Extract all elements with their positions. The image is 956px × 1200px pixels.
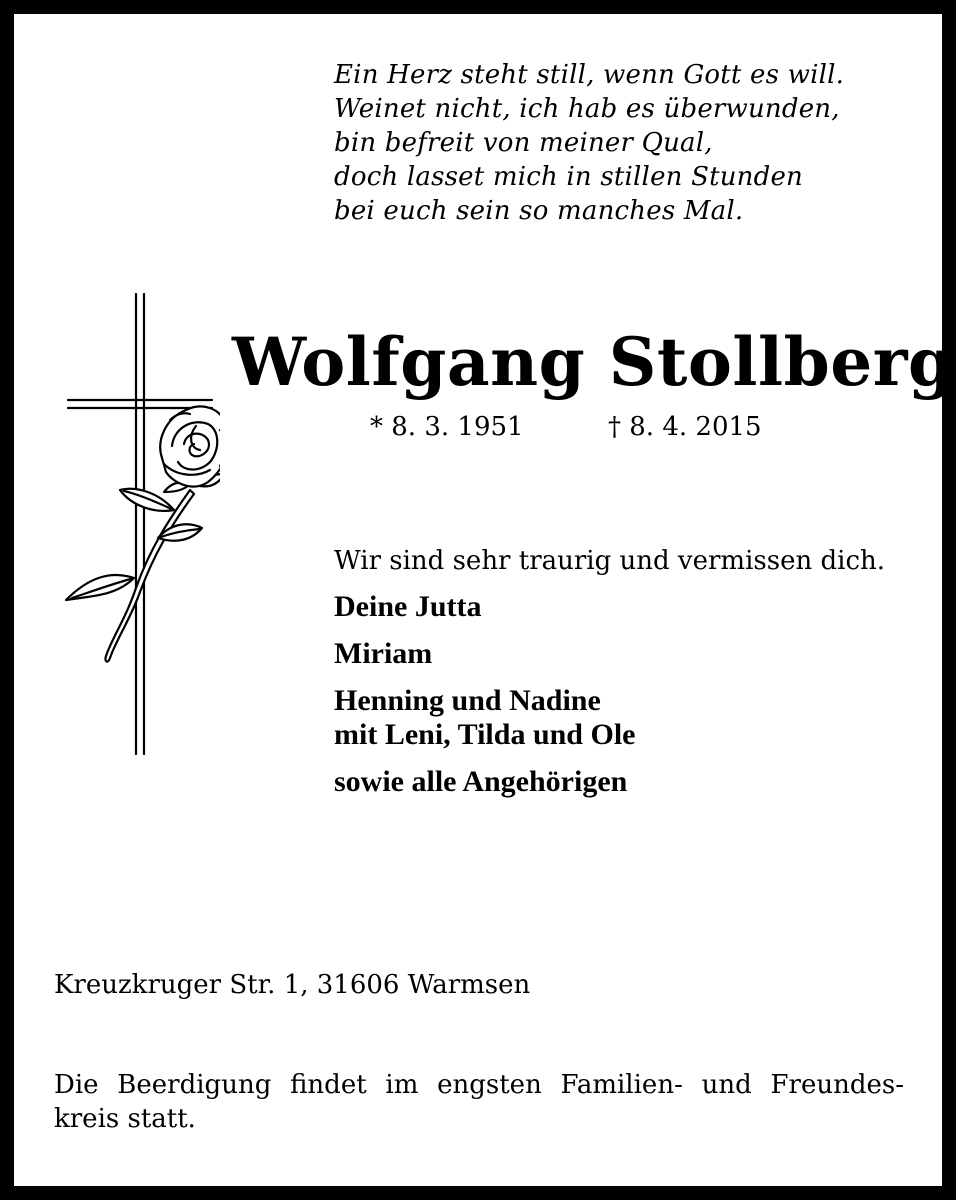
burial-line: Die Beerdigung findet im engsten Familien- und Freundes-: [54, 1070, 904, 1100]
mourner-line: Deine Jutta: [334, 590, 482, 623]
birth-date: * 8. 3. 1951: [370, 412, 524, 442]
mourner-line: mit Leni, Tilda und Ole: [334, 718, 636, 751]
mourner-line: sowie alle Angehörigen: [334, 765, 628, 798]
burial-line: kreis statt.: [54, 1104, 196, 1134]
poem-line: doch lasset mich in stillen Stunden: [334, 162, 803, 192]
mourner-line: Henning und Nadine: [334, 684, 601, 717]
cross-icon: [50, 278, 220, 760]
address: Kreuzkruger Str. 1, 31606 Warmsen: [54, 970, 531, 1000]
poem-line: bin befreit von meiner Qual,: [334, 128, 713, 158]
burial-note: [54, 1068, 904, 1136]
deceased-name: Wolfgang Stollberg: [232, 323, 955, 401]
mourners: [334, 590, 635, 799]
poem: [334, 58, 844, 228]
closing-line: Wir sind sehr traurig und vermissen dich.: [334, 546, 886, 576]
death-date: † 8. 4. 2015: [608, 412, 762, 442]
poem-line: Weinet nicht, ich hab es überwunden,: [334, 94, 840, 124]
poem-line: Ein Herz steht still, wenn Gott es will.: [334, 60, 845, 90]
poem-line: bei euch sein so manches Mal.: [334, 196, 744, 226]
mourner-line: Miriam: [334, 637, 433, 670]
